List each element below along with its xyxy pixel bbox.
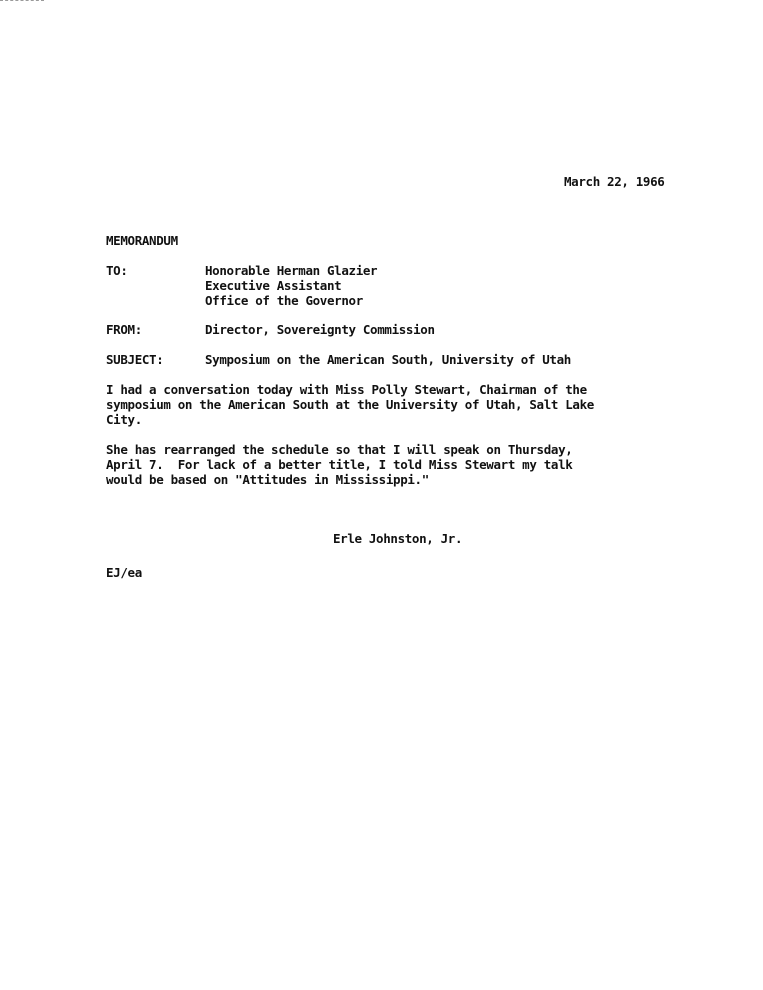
to-recipient-office: Office of the Governor	[205, 293, 363, 308]
to-recipient-title: Executive Assistant	[205, 278, 342, 293]
scan-edge-mark	[0, 0, 44, 2]
paragraph-1-line-2: symposium on the American South at the University of Utah, Salt Lake	[106, 397, 594, 412]
memo-date: March 22, 1966	[564, 174, 665, 189]
subject-value: Symposium on the American South, University of Utah	[205, 352, 571, 367]
initials: EJ/ea	[106, 565, 142, 580]
subject-label: SUBJECT:	[106, 352, 164, 367]
signature: Erle Johnston, Jr.	[333, 531, 463, 546]
paragraph-2-line-3: would be based on "Attitudes in Mississippi."	[106, 472, 429, 487]
from-value: Director, Sovereignty Commission	[205, 322, 435, 337]
to-label: TO:	[106, 263, 128, 278]
from-label: FROM:	[106, 322, 142, 337]
paragraph-1-line-1: I had a conversation today with Miss Polly Stewart, Chairman of the	[106, 382, 587, 397]
memo-heading: MEMORANDUM	[106, 233, 178, 248]
to-recipient-name: Honorable Herman Glazier	[205, 263, 378, 278]
paragraph-2-line-2: April 7. For lack of a better title, I told Miss Stewart my talk	[106, 457, 573, 472]
paragraph-1-line-3: City.	[106, 412, 142, 427]
paragraph-2-line-1: She has rearranged the schedule so that I will speak on Thursday,	[106, 442, 573, 457]
